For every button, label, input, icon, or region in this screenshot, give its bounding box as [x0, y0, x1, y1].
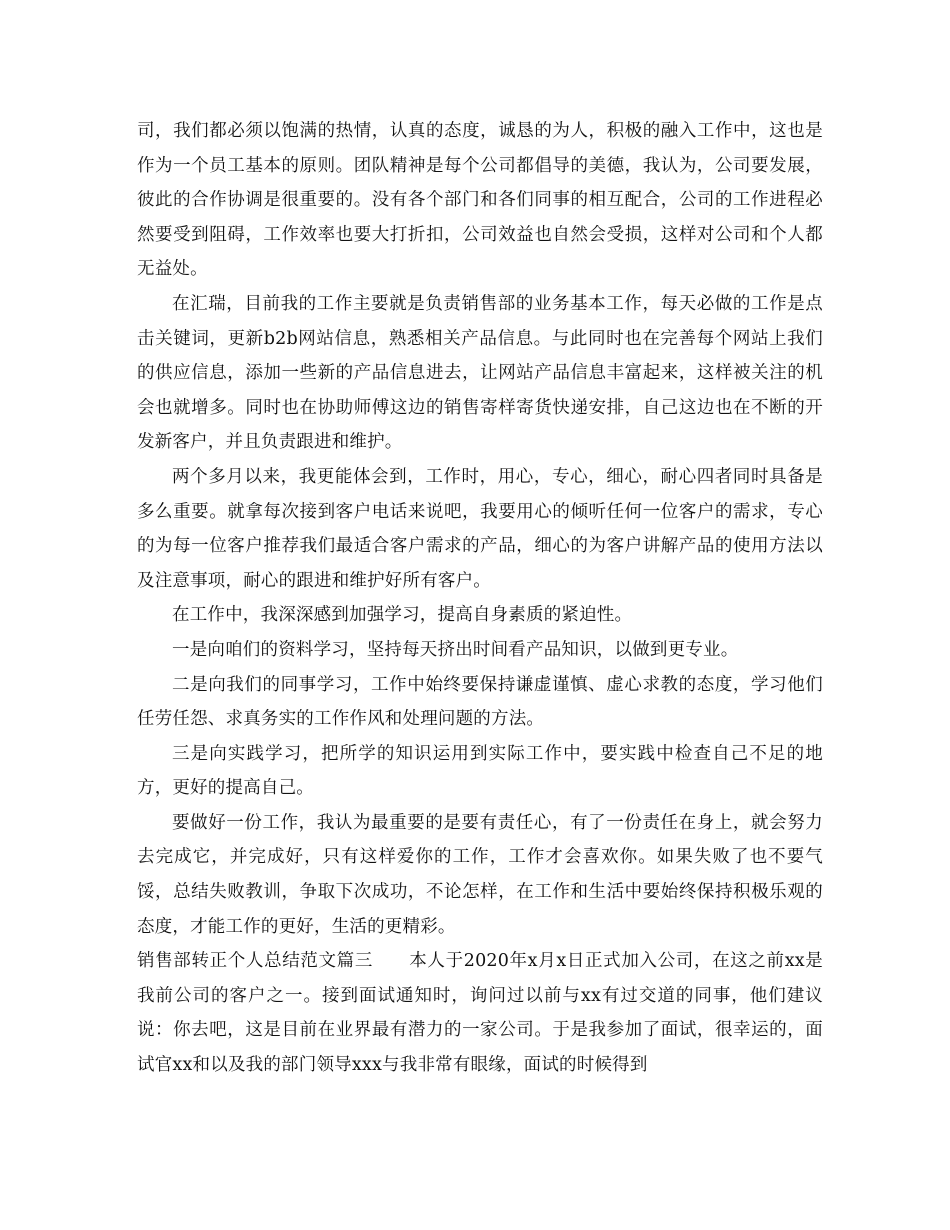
- paragraph-2: 在汇瑞，目前我的工作主要就是负责销售部的业务基本工作，每天必做的工作是点击关键词，更新b2b网站信息，熟悉相关产品信息。与此同时也在完善每个网站上我们的供应信息，添加一些新的产品信息进去，让网站产品信息丰富起来，这样被关注的机会也就增多。同时也在协助师傅这边的销售寄样寄货快递安排，自己这边也在不断的开发新客户，并且负责跟进和维护。: [137, 293, 823, 453]
- paragraph-1: 司，我们都必须以饱满的热情，认真的态度，诚恳的为人，积极的融入工作中，这也是作为一个员工基本的原则。团队精神是每个公司都倡导的美德，我认为，公司要发展，彼此的合作协调是很重要的。没有各个部门和各们同事的相互配合，公司的工作进程必然要受到阻碍，工作效率也要大打折扣，公司效益也自然会受损，这样对公司和个人都无益处。: [137, 121, 823, 280]
- paragraph-4: 在工作中，我深深感到加强学习，提高自身素质的紧迫性。: [172, 605, 633, 626]
- paragraph-7: 三是向实践学习，把所学的知识运用到实际工作中，要实践中检查自己不足的地方，更好的提高自己。: [137, 743, 823, 799]
- document-body: [137, 114, 823, 1083]
- paragraph-8: 要做好一份工作，我认为最重要的是要有责任心，有了一份责任在身上，就会努力去完成它，并完成好，只有这样爱你的工作，工作才会喜欢你。如果失败了也不要气馁，总结失败教训，争取下次成功，不论怎样，在工作和生活中要始终保持积极乐观的态度，才能工作的更好，生活的更精彩。: [137, 812, 823, 937]
- paragraph-3: 两个多月以来，我更能体会到，工作时，用心，专心，细心，耐心四者同时具备是多么重要。就拿每次接到客户电话来说吧，我要用心的倾听任何一位客户的需求，专心的为每一位客户推荐我们最适合客户需求的产品，细心的为客户讲解产品的使用方法以及注意事项，耐心的跟进和维护好所有客户。: [137, 466, 823, 591]
- paragraph-6: 二是向我们的同事学习，工作中始终要保持谦虚谨慎、虚心求教的态度，学习他们任劳任怨、求真务实的工作作风和处理问题的方法。: [137, 674, 823, 730]
- paragraph-9: 销售部转正个人总结范文篇三 本人于2020年x月x日正式加入公司，在这之前xx是我前公司的客户之一。接到面试通知时，询问过以前与xx有过交道的同事，他们建议说：你去吧，这是目前在业界最有潜力的一家公司。于是我参加了面试，很幸运的，面试官xx和以及我的部门领导xxx与我非常有眼缘，面试的时候得到: [137, 951, 823, 1076]
- paragraph-5: 一是向咱们的资料学习，坚持每天挤出时间看产品知识，以做到更专业。: [172, 639, 739, 660]
